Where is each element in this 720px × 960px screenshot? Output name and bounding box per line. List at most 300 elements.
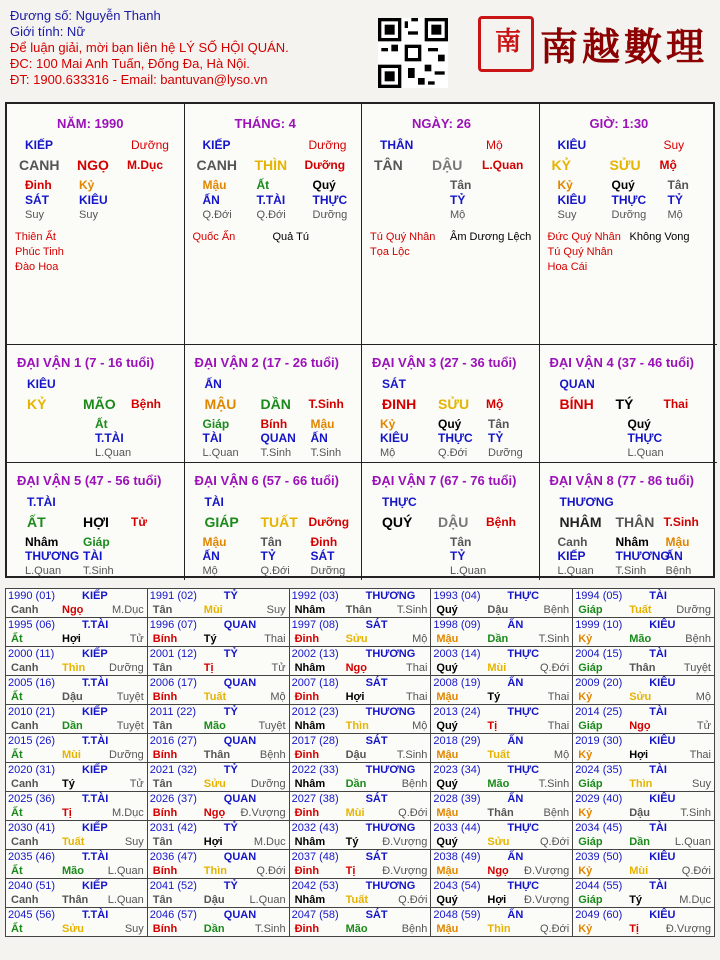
year-branch: Tuất xyxy=(629,604,652,616)
year-stem: Kỷ xyxy=(578,691,593,703)
year-label: 2004 (15) xyxy=(575,648,623,660)
hidden-stage: Dưỡng xyxy=(310,565,346,577)
year-stem: Đinh xyxy=(294,865,320,877)
hidden-stage: Mộ xyxy=(450,209,466,221)
year-cell xyxy=(573,792,715,821)
year-branch: Ngọ xyxy=(629,720,651,732)
year-stem: Ất xyxy=(11,749,23,761)
year-god: SÁT xyxy=(365,793,388,805)
hidden-stage: L.Quan xyxy=(25,565,62,577)
year-god: TÀI xyxy=(649,764,667,776)
year-stem: Ất xyxy=(11,691,23,703)
address: ĐC: 100 Mai Anh Tuấn, Đống Đa, Hà Nội. xyxy=(10,56,250,71)
year-cell xyxy=(289,676,431,705)
year-stem: Canh xyxy=(11,894,39,906)
year-stem: Nhâm xyxy=(294,662,326,674)
star: Đức Quý Nhân xyxy=(547,231,621,243)
year-god: SÁT xyxy=(365,851,388,863)
year-cell xyxy=(431,792,573,821)
dai-van-title: ĐẠI VẬN 6 (57 - 66 tuổi) xyxy=(194,473,339,488)
logo-title: 南越數理 xyxy=(540,24,709,69)
year-god: ẤN xyxy=(507,909,524,921)
year-god: THƯƠNG xyxy=(365,822,416,834)
year-branch: Thìn xyxy=(62,662,86,674)
hidden-stem: Mậu xyxy=(665,535,690,549)
hidden-stem: Nhâm xyxy=(615,535,649,549)
year-branch: Tuất xyxy=(345,894,368,906)
star: Tú Quý Nhân xyxy=(547,246,613,258)
year-stage: Dưỡng xyxy=(250,778,286,790)
year-stage: Bệnh xyxy=(401,778,428,790)
year-label: 1991 (02) xyxy=(149,590,197,602)
year-label: 2014 (25) xyxy=(575,706,623,718)
dai-van-3 xyxy=(362,344,540,462)
dai-van-branch: TÝ xyxy=(615,396,634,412)
year-stage: Q.Đới xyxy=(681,865,711,877)
dai-van-branch: THÂN xyxy=(615,514,655,530)
hidden-god: KIÊU xyxy=(557,193,587,207)
hidden-stage: L.Quan xyxy=(95,447,132,459)
hidden-stage: Q.Đới xyxy=(256,209,286,221)
star-secondary: Âm Dương Lệch xyxy=(450,231,532,243)
dai-van-stem: BÍNH xyxy=(559,396,594,412)
hidden-stage: Mộ xyxy=(202,565,218,577)
year-cell xyxy=(573,589,715,618)
year-cell xyxy=(147,705,289,734)
pillar-branch: NGỌ xyxy=(77,157,109,173)
year-stage: Bệnh xyxy=(543,604,570,616)
hidden-stem: Ất xyxy=(95,417,108,431)
year-cell xyxy=(431,734,573,763)
year-stage: Suy xyxy=(692,778,711,790)
year-cell xyxy=(147,647,289,676)
pillar-stage: Suy xyxy=(663,138,685,152)
year-cell xyxy=(431,879,573,908)
year-label: 2037 (48) xyxy=(291,851,339,863)
year-stem: Ất xyxy=(11,633,23,645)
year-god: TỶ xyxy=(223,590,238,602)
year-stage: L.Quan xyxy=(107,865,144,877)
year-god: THỰC xyxy=(507,590,540,602)
seal-glyph: 南 xyxy=(495,27,522,57)
year-stem: Tân xyxy=(152,662,173,674)
dai-van-4 xyxy=(540,344,718,462)
year-stage: Tử xyxy=(129,778,144,790)
year-cell xyxy=(289,589,431,618)
year-stem: Canh xyxy=(11,836,39,848)
pillar-4 xyxy=(540,104,718,344)
dai-van-branch: TUẤT xyxy=(260,514,298,530)
dai-van-stage: Bệnh xyxy=(131,397,161,411)
star-secondary: Không Vong xyxy=(629,231,690,243)
year-stage: M.Dục xyxy=(253,836,286,848)
hidden-stem: Ất xyxy=(256,178,270,192)
hidden-god: ẤN xyxy=(202,549,220,563)
hidden-stage: T.Sinh xyxy=(260,447,292,459)
pillar-stem: TÂN xyxy=(374,157,403,173)
year-stem: Giáp xyxy=(578,720,603,732)
year-branch: Ngọ xyxy=(203,807,226,819)
year-stage: Suy xyxy=(124,836,144,848)
pillar-title: NĂM: 1990 xyxy=(57,116,124,131)
year-god: KIÊU xyxy=(649,735,676,747)
dai-van-title: ĐẠI VẬN 1 (7 - 16 tuổi) xyxy=(17,355,155,370)
hidden-stem: Tân xyxy=(488,417,510,431)
year-god: ẤN xyxy=(507,793,524,805)
hidden-god: ẤN xyxy=(202,193,220,207)
year-cell xyxy=(6,676,148,705)
hidden-stage: L.Quan xyxy=(450,565,487,577)
hidden-god: TÀI xyxy=(83,549,103,563)
dai-van-branch: DẦN xyxy=(260,396,291,412)
hidden-god: THƯƠNG xyxy=(615,549,670,563)
year-god: THỰC xyxy=(507,822,540,834)
hidden-god: T.TÀI xyxy=(256,193,286,207)
year-branch: Tý xyxy=(203,633,217,645)
year-god: ẤN xyxy=(507,619,524,631)
dai-van-title: ĐẠI VẬN 4 (37 - 46 tuổi) xyxy=(549,355,694,370)
hidden-stem: Kỷ xyxy=(380,417,396,431)
year-label: 2039 (50) xyxy=(575,851,623,863)
year-label: 1992 (03) xyxy=(291,590,339,602)
gender: Giới tính: Nữ xyxy=(10,24,86,39)
year-branch: Tị xyxy=(629,923,639,935)
year-cell xyxy=(147,908,289,937)
year-stem: Nhâm xyxy=(294,604,326,616)
year-cell xyxy=(431,821,573,850)
year-cell xyxy=(6,879,148,908)
year-stage: Tử xyxy=(696,720,711,732)
year-stem: Tân xyxy=(152,836,173,848)
year-god: T.TÀI xyxy=(82,619,109,631)
dai-van-branch: SỬU xyxy=(438,396,470,412)
year-stage: Thai xyxy=(547,720,570,732)
year-god: QUAN xyxy=(223,735,257,747)
star: Tú Quý Nhân xyxy=(370,231,436,243)
year-label: 2044 (55) xyxy=(575,880,623,892)
star: Quốc Ấn xyxy=(192,231,236,243)
hidden-stem: Tân xyxy=(450,535,472,549)
year-label: 2019 (30) xyxy=(575,735,623,747)
year-stem: Kỷ xyxy=(578,923,593,935)
hidden-stem: Tân xyxy=(260,535,282,549)
hidden-stage: Q.Đới xyxy=(438,447,468,459)
year-stage: Bệnh xyxy=(259,749,286,761)
pillar-branch-stage: Dưỡng xyxy=(304,158,346,172)
year-label: 2040 (51) xyxy=(8,880,56,892)
year-branch: Mùi xyxy=(203,604,223,616)
year-cell xyxy=(6,589,148,618)
dai-van-title: ĐẠI VẬN 3 (27 - 36 tuổi) xyxy=(372,355,517,370)
year-god: TÀI xyxy=(649,590,667,602)
pillar-god: THÂN xyxy=(380,138,414,152)
year-cell xyxy=(147,734,289,763)
year-god: TỶ xyxy=(223,822,238,834)
year-label: 2024 (35) xyxy=(575,764,623,776)
pillar-stage: Dưỡng xyxy=(131,138,169,152)
pillar-3 xyxy=(362,104,540,344)
year-stem: Tân xyxy=(152,604,173,616)
year-cell xyxy=(6,734,148,763)
hidden-god: TỶ xyxy=(450,193,466,207)
year-stem: Ất xyxy=(11,865,23,877)
year-branch: Tị xyxy=(487,720,498,732)
year-cell xyxy=(431,589,573,618)
year-cell xyxy=(573,821,715,850)
year-cell xyxy=(573,850,715,879)
year-stem: Mậu xyxy=(436,807,459,819)
annual-luck-table xyxy=(5,588,715,937)
year-stem: Tân xyxy=(152,778,173,790)
hidden-god: T.TÀI xyxy=(95,431,124,445)
year-stem: Canh xyxy=(11,662,39,674)
year-branch: Sửu xyxy=(487,836,510,848)
year-label: 2026 (37) xyxy=(149,793,197,805)
dai-van-god: TÀI xyxy=(204,495,224,509)
year-branch: Thân xyxy=(629,662,656,674)
year-god: KIÊU xyxy=(649,851,676,863)
year-god: KIÊU xyxy=(649,619,676,631)
hidden-stage: Q.Đới xyxy=(260,565,290,577)
year-god: THƯƠNG xyxy=(365,648,416,660)
year-branch: Thìn xyxy=(203,865,228,877)
year-cell xyxy=(289,618,431,647)
year-god: ẤN xyxy=(507,851,524,863)
hidden-stage: Dưỡng xyxy=(611,209,647,221)
year-cell xyxy=(289,647,431,676)
year-stage: Mộ xyxy=(270,691,286,703)
dai-van-stem: ẤT xyxy=(27,514,46,530)
red-seal xyxy=(478,16,534,72)
year-stem: Nhâm xyxy=(294,894,326,906)
dai-van-god: ẤN xyxy=(204,377,222,391)
year-cell xyxy=(573,734,715,763)
year-stage: Q.Đới xyxy=(539,662,570,674)
year-label: 2000 (11) xyxy=(8,648,55,660)
pillar-stem: CANH xyxy=(19,157,60,173)
year-label: 2048 (59) xyxy=(433,909,481,921)
year-god: T.TÀI xyxy=(82,735,109,747)
year-stage: T.Sinh xyxy=(680,807,711,819)
year-label: 2008 (19) xyxy=(433,677,481,689)
year-god: T.TÀI xyxy=(82,851,109,863)
year-label: 1994 (05) xyxy=(575,590,623,602)
year-stage: Suy xyxy=(124,923,144,935)
hidden-stem: Mậu xyxy=(202,178,227,192)
year-cell xyxy=(147,821,289,850)
year-god: T.TÀI xyxy=(82,909,109,921)
year-god: KIẾP xyxy=(82,590,108,602)
dai-van-stem: KỶ xyxy=(27,396,47,412)
year-branch: Hợi xyxy=(203,836,223,848)
year-god: SÁT xyxy=(365,735,388,747)
year-stem: Canh xyxy=(11,778,39,790)
year-stage: Bệnh xyxy=(543,807,570,819)
year-stem: Đinh xyxy=(294,633,320,645)
dai-van-title: ĐẠI VẬN 8 (77 - 86 tuổi) xyxy=(549,473,694,488)
year-god: ẤN xyxy=(507,735,524,747)
year-branch: Dần xyxy=(629,836,650,848)
year-label: 2003 (14) xyxy=(433,648,481,660)
year-cell xyxy=(289,908,431,937)
year-branch: Thân xyxy=(487,807,514,819)
year-god: KIẾP xyxy=(82,822,108,834)
year-stem: Giáp xyxy=(578,894,603,906)
year-god: QUAN xyxy=(223,851,257,863)
year-stem: Kỷ xyxy=(578,865,593,877)
pillar-stem: KỶ xyxy=(551,157,571,173)
year-cell xyxy=(289,821,431,850)
hidden-stage: T.Sinh xyxy=(615,565,647,577)
year-cell xyxy=(573,705,715,734)
hidden-stem: Kỷ xyxy=(557,178,573,192)
dai-van-god: QUAN xyxy=(559,377,595,391)
dai-van-branch: HỢI xyxy=(83,514,109,530)
year-stem: Mậu xyxy=(436,633,459,645)
hidden-stem: Giáp xyxy=(202,417,230,431)
year-god: SÁT xyxy=(365,677,388,689)
year-stage: Tử xyxy=(129,633,144,645)
dai-van-stage: Tử xyxy=(131,515,148,529)
year-branch: Dần xyxy=(345,778,367,790)
pillar-god: KIÊU xyxy=(557,138,587,152)
year-stem: Quý xyxy=(436,720,458,732)
year-stage: Mộ xyxy=(553,749,570,761)
year-stage: M.Dục xyxy=(112,807,144,819)
year-label: 2016 (27) xyxy=(149,735,197,747)
year-god: THỰC xyxy=(507,880,540,892)
hidden-stage: Dưỡng xyxy=(312,209,348,221)
year-label: 2042 (53) xyxy=(291,880,339,892)
dai-van-god: THƯƠNG xyxy=(559,495,614,509)
year-god: QUAN xyxy=(223,619,257,631)
year-label: 1997 (08) xyxy=(291,619,339,631)
hidden-stage: Mộ xyxy=(380,447,396,459)
year-cell xyxy=(289,879,431,908)
year-stage: Tử xyxy=(271,662,286,674)
year-stem: Bính xyxy=(152,633,178,645)
hidden-god: THỰC xyxy=(312,193,348,207)
year-branch: Dần xyxy=(62,720,83,732)
pillar-2 xyxy=(185,104,363,344)
year-cell xyxy=(6,763,148,792)
year-label: 2027 (38) xyxy=(291,793,339,805)
pillar-title: GIỜ: 1:30 xyxy=(589,116,649,131)
hidden-stem: Mậu xyxy=(310,417,335,431)
year-stem: Quý xyxy=(436,662,458,674)
year-branch: Tý xyxy=(487,691,501,703)
qr-code-icon xyxy=(378,18,448,88)
year-stem: Ất xyxy=(11,923,23,935)
star-secondary: Quả Tú xyxy=(272,231,309,243)
year-cell xyxy=(573,908,715,937)
year-cell xyxy=(147,763,289,792)
year-branch: Hợi xyxy=(62,633,81,645)
hidden-stage: Dưỡng xyxy=(488,447,523,459)
year-label: 1995 (06) xyxy=(8,619,56,631)
year-label: 2035 (46) xyxy=(8,851,56,863)
year-branch: Mão xyxy=(345,923,368,935)
year-branch: Mùi xyxy=(62,749,81,761)
dai-van-2 xyxy=(185,344,363,462)
hidden-stage: T.Sinh xyxy=(310,447,342,459)
year-label: 2013 (24) xyxy=(433,706,481,718)
star: Thiên Ất xyxy=(15,231,56,243)
dai-van-stage: Mộ xyxy=(486,397,504,411)
year-stem: Đinh xyxy=(294,749,320,761)
year-cell xyxy=(147,850,289,879)
year-label: 2009 (20) xyxy=(575,677,623,689)
pillar-god: KIẾP xyxy=(202,138,231,152)
year-branch: Ngọ xyxy=(345,662,367,674)
year-stage: Thai xyxy=(547,691,570,703)
year-stem: Canh xyxy=(11,720,39,732)
year-stage: Đ.Vượng xyxy=(240,807,286,819)
dai-van-5 xyxy=(7,462,185,580)
pillar-god: KIẾP xyxy=(25,138,54,152)
dai-van-title: ĐẠI VẬN 2 (17 - 26 tuổi) xyxy=(194,355,339,370)
dai-van-branch: DẬU xyxy=(438,514,469,530)
year-label: 2028 (39) xyxy=(433,793,481,805)
year-label: 2015 (26) xyxy=(8,735,56,747)
year-cell xyxy=(147,792,289,821)
year-god: QUAN xyxy=(223,677,257,689)
year-label: 2034 (45) xyxy=(575,822,623,834)
year-label: 1990 (01) xyxy=(8,590,56,602)
year-god: THƯƠNG xyxy=(365,590,416,602)
year-label: 2012 (23) xyxy=(291,706,339,718)
star: Tọa Lộc xyxy=(370,246,410,258)
year-cell xyxy=(147,618,289,647)
dai-van-stem: ĐINH xyxy=(382,396,417,412)
year-stem: Tân xyxy=(152,720,173,732)
year-stage: M.Dục xyxy=(679,894,711,906)
year-cell xyxy=(431,618,573,647)
year-branch: Mùi xyxy=(345,807,365,819)
year-branch: Thìn xyxy=(487,923,511,935)
year-label: 2043 (54) xyxy=(433,880,481,892)
year-god: KIẾP xyxy=(82,648,108,660)
year-stem: Bính xyxy=(152,865,178,877)
pillar-branch: DẬU xyxy=(432,157,463,173)
year-stage: T.Sinh xyxy=(538,778,570,790)
year-branch: Dần xyxy=(203,923,225,935)
year-branch: Thân xyxy=(345,604,372,616)
year-god: KIẾP xyxy=(82,880,108,892)
year-label: 2023 (34) xyxy=(433,764,481,776)
hidden-stage: Suy xyxy=(79,209,98,221)
year-cell xyxy=(573,763,715,792)
year-stage: Thai xyxy=(405,691,428,703)
year-god: TÀI xyxy=(649,648,667,660)
year-stage: Đ.Vượng xyxy=(382,836,428,848)
year-stem: Bính xyxy=(152,749,178,761)
year-branch: Hợi xyxy=(487,894,507,906)
year-branch: Dậu xyxy=(62,691,83,703)
year-cell xyxy=(6,792,148,821)
hidden-stage: Mộ xyxy=(667,209,683,221)
year-branch: Dậu xyxy=(345,749,367,761)
header-info xyxy=(10,8,289,88)
year-label: 2049 (60) xyxy=(575,909,623,921)
year-stem: Quý xyxy=(436,836,458,848)
year-stem: Bính xyxy=(152,807,178,819)
year-stem: Quý xyxy=(436,778,458,790)
year-stem: Giáp xyxy=(578,778,603,790)
hidden-stage: T.Sinh xyxy=(83,565,114,577)
year-god: THƯƠNG xyxy=(365,706,416,718)
year-cell xyxy=(289,705,431,734)
